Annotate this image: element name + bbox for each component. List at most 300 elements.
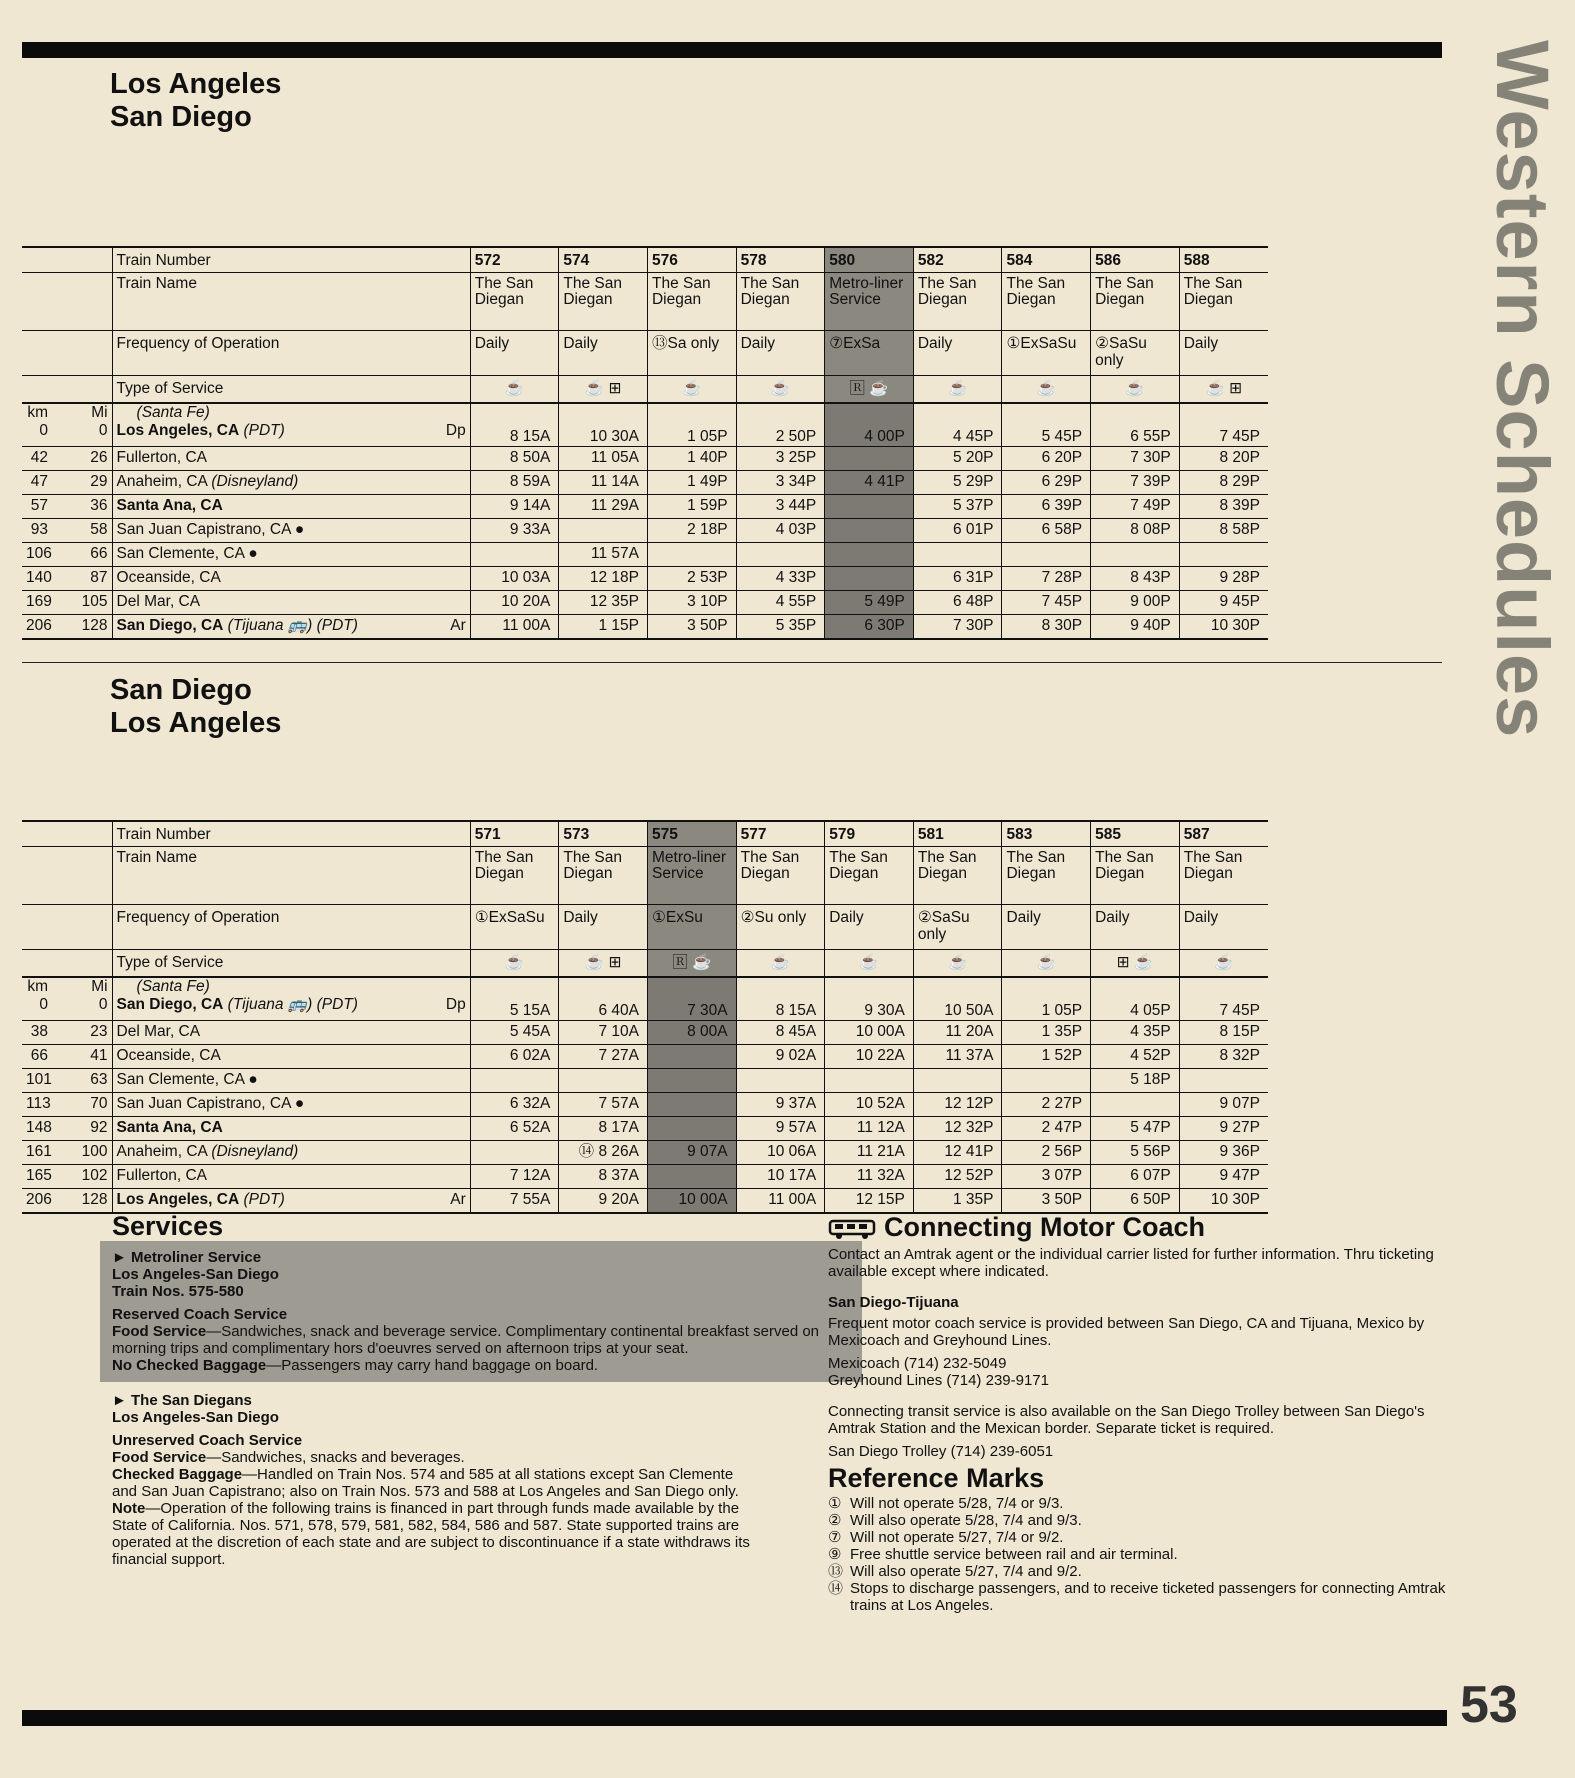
- station-row: [22, 1021, 1268, 1045]
- station-row: [22, 1141, 1268, 1165]
- train-num: 586: [1091, 247, 1180, 273]
- train-num: 574: [559, 247, 648, 273]
- station-label: San Clemente, CA ●: [116, 1071, 258, 1088]
- reference-mark-item: [828, 1563, 1448, 1580]
- departure-time: 1 59P: [647, 495, 736, 519]
- service-type-icons: ☕: [736, 950, 825, 978]
- station-label: Anaheim, CA: [116, 1143, 208, 1160]
- top-rule: [22, 42, 1442, 58]
- train-freq: ⑦ExSa: [825, 331, 914, 376]
- departure-time: 5 35P: [736, 615, 825, 640]
- train-num: 577: [736, 821, 825, 847]
- departure-time: 6 02A: [470, 1045, 559, 1069]
- departure-time: 6 58P: [1002, 519, 1091, 543]
- station-name: [112, 1141, 470, 1165]
- departure-time: 8 15P: [1179, 1021, 1268, 1045]
- row-label: Type of Service: [112, 950, 470, 978]
- train-num: 585: [1091, 821, 1180, 847]
- departure-time: 8 32P: [1179, 1045, 1268, 1069]
- departure-time: 5 18P: [1091, 1069, 1180, 1093]
- station-label: Fullerton, CA: [116, 449, 207, 466]
- station-row: [22, 615, 1268, 640]
- km-value: 148: [26, 1119, 52, 1136]
- departure-time: [825, 567, 914, 591]
- departure-time: 2 50P: [736, 403, 825, 447]
- departure-time: 6 32A: [470, 1093, 559, 1117]
- departure-time: [647, 1117, 736, 1141]
- service-type-icons: ☕: [913, 950, 1002, 978]
- departure-time: 1 05P: [1002, 977, 1091, 1021]
- station-name: [112, 1069, 470, 1093]
- departure-time: 11 00A: [736, 1189, 825, 1214]
- service-type-row: [22, 376, 1268, 404]
- departure-time: 8 00A: [647, 1021, 736, 1045]
- reference-symbol: ⑦: [828, 1529, 842, 1546]
- departure-time: 9 36P: [1179, 1141, 1268, 1165]
- train-name: Metro-liner Service: [647, 847, 736, 905]
- departure-time: [647, 1093, 736, 1117]
- coach-title: Connecting Motor Coach: [828, 1218, 1448, 1240]
- departure-time: 8 59A: [470, 471, 559, 495]
- departure-time: 3 50P: [647, 615, 736, 640]
- timetable-sd-to-la: [22, 820, 1268, 1214]
- departure-time: 8 58P: [1179, 519, 1268, 543]
- departure-time: 9 07A: [647, 1141, 736, 1165]
- train-num: 575: [647, 821, 736, 847]
- departure-time: 5 45P: [1002, 403, 1091, 447]
- direction-marker: Ar: [450, 617, 466, 634]
- station-row: [22, 1069, 1268, 1093]
- departure-time: 10 22A: [825, 1045, 914, 1069]
- km-value: 161: [26, 1143, 52, 1160]
- reference-mark-item: [828, 1495, 1448, 1512]
- station-label: San Clemente, CA ●: [116, 545, 258, 562]
- bottom-rule: [22, 1710, 1447, 1726]
- departure-time: 9 20A: [559, 1189, 648, 1214]
- mi-value: 58: [90, 521, 108, 538]
- departure-time: 3 25P: [736, 447, 825, 471]
- departure-time: 7 45P: [1179, 403, 1268, 447]
- railroad-label: (Santa Fe): [136, 404, 210, 421]
- train-name: The San Diegan: [470, 847, 559, 905]
- reference-text: Will not operate 5/27, 7/4 or 9/2.: [850, 1529, 1064, 1546]
- funding-note: Note—Operation of the following trains is financed in part through funds made available by the State of California. Nos. 571, 578, 579, 581, 582, 584, 586 and 587. State supported trains are operated at the discretion of each state and are subject to discontinuance if a state withdraws its financial support.: [112, 1500, 750, 1568]
- train-num: 587: [1179, 821, 1268, 847]
- departure-time: [1002, 1069, 1091, 1093]
- km-value: 42: [30, 449, 49, 466]
- row-label: Train Number: [112, 821, 470, 847]
- reference-text: Free shuttle service between rail and air terminal.: [850, 1546, 1178, 1563]
- departure-time: 8 15A: [470, 403, 559, 447]
- reference-mark-item: [828, 1529, 1448, 1546]
- motor-coach-section: Connecting Motor Coach Contact an Amtrak agent or the individual carrier listed for further information. Thru ticketing available except where indicated. San Diego-Tijuana Frequent motor coach service is provided between San Diego, CA and Tijuana, Mexico by Mexicoach and Greyhound Lines. Mexicoach (714) 232-5049 Greyhound Lines (714) 239-9171 Connecting transit service is also available on the San Diego Trolley between San Diego's Amtrak Station and the Mexican border. Separate ticket is required. San Diego Trolley (714) 239-6051 Reference Marks ① Will not operate 5/28, 7/4 or 9/3. ② Will also operate 5/28, 7/4 and 9/3. ⑦ Will not operate 5/27, 7/4 or 9/2. ⑨ Free shuttle service between rail and air terminal. ⑬ Will also operate 5/27, 7/4 and 9/2. ⑭ Stops to discharge passengers, and to receive ticketed passengers for connecting Amtrak trains at Los Angeles.: [828, 1218, 1448, 1614]
- train-name: The San Diegan: [1179, 273, 1268, 331]
- train-name: The San Diegan: [913, 847, 1002, 905]
- km-value: 206: [26, 1191, 52, 1208]
- station-label: Oceanside, CA: [116, 1047, 221, 1064]
- km-value: 165: [26, 1167, 52, 1184]
- departure-time: 6 48P: [913, 591, 1002, 615]
- departure-time: 4 35P: [1091, 1021, 1180, 1045]
- train-freq: Daily: [825, 905, 914, 950]
- train-name: The San Diegan: [1002, 847, 1091, 905]
- train-freq: ①ExSaSu: [1002, 331, 1091, 376]
- departure-time: [647, 1165, 736, 1189]
- departure-time: 9 14A: [470, 495, 559, 519]
- mi-value: 128: [81, 1191, 108, 1208]
- departure-time: 10 30P: [1179, 1189, 1268, 1214]
- departure-time: 9 57A: [736, 1117, 825, 1141]
- departure-time: 7 27A: [559, 1045, 648, 1069]
- reference-symbol: ⑬: [828, 1563, 844, 1580]
- direction-marker: Dp: [445, 996, 466, 1013]
- departure-time: 8 17A: [559, 1117, 648, 1141]
- mi-header: Mi: [91, 978, 108, 995]
- mi-value: 66: [90, 545, 108, 562]
- train-freq: Daily: [736, 331, 825, 376]
- departure-time: 7 30P: [1091, 447, 1180, 471]
- reference-symbol: ⑨: [828, 1546, 842, 1563]
- service-type-icons: ☕ ⊞: [559, 950, 648, 978]
- train-num: 579: [825, 821, 914, 847]
- departure-time: 6 40A: [559, 977, 648, 1021]
- departure-time: [1091, 543, 1180, 567]
- mi-value: 105: [81, 593, 108, 610]
- service-type-icons: ☕: [470, 376, 559, 404]
- departure-time: 6 39P: [1002, 495, 1091, 519]
- departure-time: 8 15A: [736, 977, 825, 1021]
- train-freq: ①ExSaSu: [470, 905, 559, 950]
- departure-time: 1 49P: [647, 471, 736, 495]
- departure-time: 9 28P: [1179, 567, 1268, 591]
- station-row: [22, 1093, 1268, 1117]
- mi-value: 100: [81, 1143, 108, 1160]
- station-name: [112, 519, 470, 543]
- departure-time: 10 50A: [913, 977, 1002, 1021]
- mi-value: 92: [90, 1119, 108, 1136]
- departure-time: [913, 543, 1002, 567]
- departure-time: 2 18P: [647, 519, 736, 543]
- train-freq: Daily: [559, 905, 648, 950]
- station-label: San Juan Capistrano, CA ●: [116, 1095, 305, 1112]
- departure-time: [559, 519, 648, 543]
- reference-mark-item: [828, 1512, 1448, 1529]
- departure-time: 4 33P: [736, 567, 825, 591]
- departure-time: 5 47P: [1091, 1117, 1180, 1141]
- train-freq: Daily: [913, 331, 1002, 376]
- row-label: Train Name: [112, 847, 470, 905]
- train-num: 582: [913, 247, 1002, 273]
- row-label: Frequency of Operation: [112, 331, 470, 376]
- station-suffix: (PDT): [243, 1191, 285, 1208]
- departure-time: 6 50P: [1091, 1189, 1180, 1214]
- departure-time: 11 12A: [825, 1117, 914, 1141]
- departure-time: 12 12P: [913, 1093, 1002, 1117]
- train-num: 572: [470, 247, 559, 273]
- departure-time: 7 57A: [559, 1093, 648, 1117]
- station-row: [22, 591, 1268, 615]
- services-section: [112, 1211, 820, 1568]
- service-type-icons: ☕: [913, 376, 1002, 404]
- departure-time: 4 05P: [1091, 977, 1180, 1021]
- mi-value: 36: [90, 497, 108, 514]
- station-name: [112, 1117, 470, 1141]
- mi-value: 128: [81, 617, 108, 634]
- station-name: [112, 447, 470, 471]
- km-value: 47: [30, 473, 49, 490]
- station-suffix: (Disneyland): [211, 1143, 299, 1160]
- service-type-row: [22, 950, 1268, 978]
- departure-time: 7 10A: [559, 1021, 648, 1045]
- station-row: [22, 1045, 1268, 1069]
- frequency-row: [22, 331, 1268, 376]
- departure-time: 8 45A: [736, 1021, 825, 1045]
- departure-time: 8 43P: [1091, 567, 1180, 591]
- departure-time: [825, 495, 914, 519]
- reference-text: Will also operate 5/28, 7/4 and 9/3.: [850, 1512, 1082, 1529]
- mi-value: 63: [90, 1071, 108, 1088]
- km-header: km: [27, 404, 49, 421]
- departure-time: 9 30A: [825, 977, 914, 1021]
- station-name: [112, 1165, 470, 1189]
- departure-time: 7 49P: [1091, 495, 1180, 519]
- service-type-icons: 🅁 ☕: [647, 950, 736, 978]
- station-label: Los Angeles, CA: [116, 1191, 240, 1208]
- departure-time: 2 47P: [1002, 1117, 1091, 1141]
- train-number-row: [22, 247, 1268, 273]
- km-value: 57: [30, 497, 49, 514]
- table1-title: Los Angeles San Diego: [110, 68, 282, 133]
- departure-time: 6 07P: [1091, 1165, 1180, 1189]
- service-type-icons: ☕: [470, 950, 559, 978]
- departure-time: [470, 1141, 559, 1165]
- departure-time: 12 15P: [825, 1189, 914, 1214]
- station-label: Del Mar, CA: [116, 593, 201, 610]
- station-label: San Diego, CA: [116, 996, 224, 1013]
- departure-time: 6 30P: [825, 615, 914, 640]
- departure-time: 7 45P: [1179, 977, 1268, 1021]
- departure-time: 7 28P: [1002, 567, 1091, 591]
- train-name-row: [22, 847, 1268, 905]
- station-name: [112, 543, 470, 567]
- km-value: 101: [26, 1071, 52, 1088]
- station-label: Santa Ana, CA: [116, 497, 223, 514]
- service-type-icons: ☕: [647, 376, 736, 404]
- departure-time: 10 03A: [470, 567, 559, 591]
- train-name-row: [22, 273, 1268, 331]
- departure-time: 12 32P: [913, 1117, 1002, 1141]
- departure-time: 9 07P: [1179, 1093, 1268, 1117]
- km-value: 113: [26, 1095, 51, 1112]
- departure-time: 5 45A: [470, 1021, 559, 1045]
- departure-time: 7 39P: [1091, 471, 1180, 495]
- train-freq: Daily: [470, 331, 559, 376]
- departure-time: 10 30P: [1179, 615, 1268, 640]
- departure-time: 4 45P: [913, 403, 1002, 447]
- mi-value: 0: [98, 422, 108, 439]
- station-row: [22, 1189, 1268, 1214]
- mi-value: 41: [90, 1047, 108, 1064]
- services-title: Services: [112, 1211, 224, 1241]
- departure-time: 6 29P: [1002, 471, 1091, 495]
- metroliner-box: ► Metroliner Service Los Angeles-San Diego Train Nos. 575-580 Reserved Coach Service Food Service—Sandwiches, snack and beverage service. Complimentary continental breakfast served on morning trips and complimentary hors d'oeuvres served on afternoon trips at your seat. No Checked Baggage—Passengers may carry hand baggage on board.: [100, 1241, 862, 1382]
- reference-symbol: ⑭: [828, 1580, 844, 1597]
- train-name: The San Diegan: [825, 847, 914, 905]
- station-name: [112, 1045, 470, 1069]
- section-side-title: Western Schedules: [1481, 40, 1564, 739]
- departure-time: 2 53P: [647, 567, 736, 591]
- departure-time: 1 52P: [1002, 1045, 1091, 1069]
- km-value: 0: [39, 996, 49, 1013]
- departure-time: 8 20P: [1179, 447, 1268, 471]
- departure-time: 9 33A: [470, 519, 559, 543]
- departure-time: 11 20A: [913, 1021, 1002, 1045]
- train-name: The San Diegan: [913, 273, 1002, 331]
- departure-time: 9 40P: [1091, 615, 1180, 640]
- departure-time: 10 06A: [736, 1141, 825, 1165]
- departure-time: 11 21A: [825, 1141, 914, 1165]
- reference-symbol: ①: [828, 1495, 842, 1512]
- service-type-icons: ☕: [1179, 950, 1268, 978]
- station-name: [112, 615, 470, 640]
- departure-time: 4 03P: [736, 519, 825, 543]
- service-type-icons: ☕: [1002, 376, 1091, 404]
- departure-time: 11 05A: [559, 447, 648, 471]
- timetable-la-to-sd: [22, 246, 1268, 640]
- frequency-row: [22, 905, 1268, 950]
- departure-time: [736, 1069, 825, 1093]
- reference-mark-item: [828, 1580, 1448, 1614]
- station-row: [22, 495, 1268, 519]
- departure-time: [1179, 543, 1268, 567]
- train-freq: Daily: [1179, 331, 1268, 376]
- departure-time: 8 30P: [1002, 615, 1091, 640]
- km-header: km: [27, 978, 49, 995]
- direction-marker: Dp: [445, 422, 466, 439]
- service-type-icons: ☕: [736, 376, 825, 404]
- departure-time: 10 00A: [647, 1189, 736, 1214]
- train-freq: ②SaSu only: [913, 905, 1002, 950]
- service-type-icons: ☕ ⊞: [559, 376, 648, 404]
- station-row: [22, 567, 1268, 591]
- departure-time: ⑭ 8 26A: [559, 1141, 648, 1165]
- departure-time: 1 15P: [559, 615, 648, 640]
- reference-text: Will not operate 5/28, 7/4 or 9/3.: [850, 1495, 1064, 1512]
- departure-time: 7 30P: [913, 615, 1002, 640]
- diegans-info: ► The San Diegans Los Angeles-San Diego Unreserved Coach Service Food Service—Sandwiches, snacks and beverages. Checked Baggage—Handled on Train Nos. 574 and 585 at all stations except San Clemente and San Juan Capistrano; also on Train Nos. 573 and 588 at Los Angeles and San Diego only. Note—Operation of the following trains is financed in part through funds made available by the State of California. Nos. 571, 578, 579, 581, 582, 584, 586 and 587. State supported trains are operated at the discretion of each state and are subject to discontinuance if a state withdraws its financial support.: [112, 1392, 752, 1568]
- departure-time: 11 14A: [559, 471, 648, 495]
- train-freq: ②Su only: [736, 905, 825, 950]
- departure-time: 8 37A: [559, 1165, 648, 1189]
- reference-marks-list: [828, 1495, 1448, 1614]
- departure-time: 2 56P: [1002, 1141, 1091, 1165]
- train-num: 583: [1002, 821, 1091, 847]
- train-name: The San Diegan: [470, 273, 559, 331]
- train-num: 576: [647, 247, 736, 273]
- service-type-icons: ☕: [1091, 376, 1180, 404]
- row-label: Train Number: [112, 247, 470, 273]
- departure-time: 9 00P: [1091, 591, 1180, 615]
- station-suffix: (Disneyland): [211, 473, 299, 490]
- reference-symbol: ②: [828, 1512, 842, 1529]
- station-label: San Juan Capistrano, CA ●: [116, 521, 305, 538]
- train-name: The San Diegan: [1091, 273, 1180, 331]
- train-name: The San Diegan: [1091, 847, 1180, 905]
- departure-time: 1 35P: [1002, 1021, 1091, 1045]
- departure-time: 5 37P: [913, 495, 1002, 519]
- departure-time: 10 30A: [559, 403, 648, 447]
- departure-time: 12 35P: [559, 591, 648, 615]
- departure-time: 5 29P: [913, 471, 1002, 495]
- departure-time: 7 30A: [647, 977, 736, 1021]
- departure-time: [736, 543, 825, 567]
- station-row: [22, 977, 1268, 1021]
- station-name: [112, 1093, 470, 1117]
- departure-time: 10 20A: [470, 591, 559, 615]
- departure-time: [559, 1069, 648, 1093]
- departure-time: 3 50P: [1002, 1189, 1091, 1214]
- departure-time: 7 55A: [470, 1189, 559, 1214]
- train-name: The San Diegan: [736, 273, 825, 331]
- departure-time: 3 07P: [1002, 1165, 1091, 1189]
- departure-time: [825, 1069, 914, 1093]
- station-name: [112, 403, 470, 447]
- bus-icon: [828, 1218, 876, 1240]
- departure-time: 6 01P: [913, 519, 1002, 543]
- station-row: [22, 447, 1268, 471]
- train-freq: ②SaSu only: [1091, 331, 1180, 376]
- departure-time: 12 18P: [559, 567, 648, 591]
- departure-time: 10 17A: [736, 1165, 825, 1189]
- station-row: [22, 471, 1268, 495]
- departure-time: [1091, 1093, 1180, 1117]
- station-row: [22, 543, 1268, 567]
- mi-value: 23: [90, 1023, 108, 1040]
- departure-time: 6 52A: [470, 1117, 559, 1141]
- station-label: San Diego, CA: [116, 617, 224, 634]
- station-label: Del Mar, CA: [116, 1023, 201, 1040]
- section-divider: [22, 662, 1442, 663]
- row-label: Train Name: [112, 273, 470, 331]
- station-label: Oceanside, CA: [116, 569, 221, 586]
- departure-time: [470, 1069, 559, 1093]
- departure-time: 4 55P: [736, 591, 825, 615]
- table2-title: San Diego Los Angeles: [110, 674, 282, 739]
- train-num: 581: [913, 821, 1002, 847]
- train-num: 580: [825, 247, 914, 273]
- departure-time: 5 56P: [1091, 1141, 1180, 1165]
- departure-time: 9 45P: [1179, 591, 1268, 615]
- departure-time: 1 05P: [647, 403, 736, 447]
- departure-time: 4 41P: [825, 471, 914, 495]
- departure-time: 5 49P: [825, 591, 914, 615]
- km-value: 140: [26, 569, 52, 586]
- km-value: 38: [30, 1023, 49, 1040]
- page-number: 53: [1460, 1676, 1518, 1734]
- departure-time: 11 57A: [559, 543, 648, 567]
- departure-time: 8 39P: [1179, 495, 1268, 519]
- km-value: 169: [26, 593, 52, 610]
- departure-time: 11 29A: [559, 495, 648, 519]
- station-row: [22, 403, 1268, 447]
- service-type-icons: ☕: [1002, 950, 1091, 978]
- mi-value: 29: [90, 473, 108, 490]
- departure-time: [647, 1045, 736, 1069]
- service-type-icons: 🅁 ☕: [825, 376, 914, 404]
- reference-mark-item: [828, 1546, 1448, 1563]
- departure-time: [647, 543, 736, 567]
- station-suffix: (Tijuana 🚌) (PDT): [227, 617, 358, 634]
